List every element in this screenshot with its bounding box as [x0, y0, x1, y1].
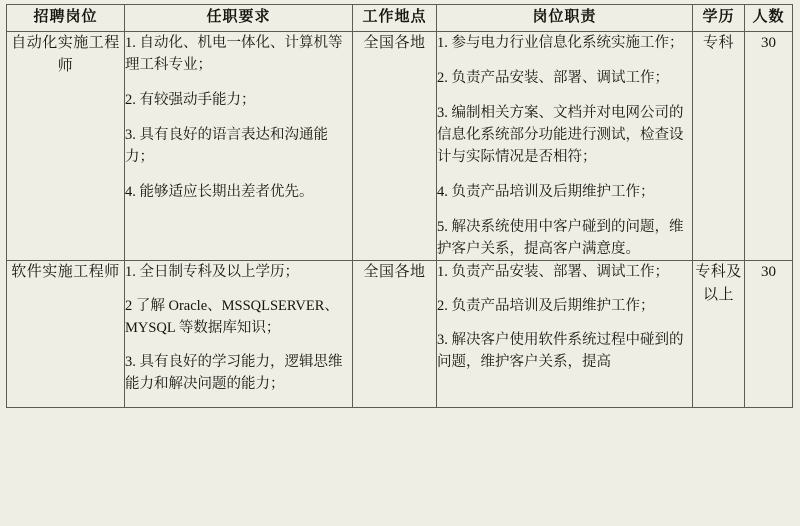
document-page — [0, 4, 800, 526]
table-row — [7, 261, 793, 408]
table-header — [7, 5, 793, 32]
education-text: 专科及以上 — [695, 264, 742, 303]
duty-item: 1. 参与电力行业信息化系统实施工作； — [437, 35, 684, 51]
requirement-item: 2 了解 Oracle、MSSQLSERVER、MYSQL 等数据库知识； — [125, 298, 339, 337]
cell-position — [7, 261, 125, 408]
recruitment-table — [6, 4, 793, 408]
requirement-item: 2. 有较强动手能力； — [125, 92, 256, 109]
duty-item: 4. 负责产品培训及后期维护工作； — [437, 184, 655, 201]
position-name: 软件实施工程师 — [11, 264, 120, 281]
cell-location — [353, 32, 437, 261]
education-text: 专科 — [702, 35, 734, 51]
cell-education — [693, 32, 745, 261]
cell-count — [745, 261, 793, 408]
column-header-requirements: 任职要求 — [125, 5, 353, 32]
cell-location — [353, 261, 437, 408]
duty-item: 2. 负责产品安装、部署、调试工作； — [437, 70, 669, 87]
page-right-margin — [796, 4, 800, 526]
requirement-item: 3. 具有良好的学习能力，逻辑思维能力和解决问题的能力； — [125, 354, 343, 393]
table-row — [7, 32, 793, 261]
cell-duties — [437, 261, 693, 408]
cell-requirements — [125, 261, 353, 408]
column-header-location: 工作地点 — [353, 5, 437, 32]
location-text: 全国各地 — [363, 264, 426, 281]
column-header-education: 学历 — [693, 5, 745, 32]
cell-count — [745, 32, 793, 261]
column-header-duties: 岗位职责 — [437, 5, 693, 32]
count-text: 30 — [761, 35, 776, 51]
duty-item: 3. 解决客户使用软件系统过程中碰到的问题，维护客户关系，提高 — [437, 332, 684, 371]
table-body — [7, 32, 793, 408]
count-text: 30 — [761, 264, 776, 281]
requirement-item: 3. 具有良好的语言表达和沟通能力； — [125, 127, 328, 166]
requirement-item: 1. 全日制专科及以上学历； — [125, 264, 299, 281]
requirement-item: 1. 自动化、机电一体化、计算机等理工科专业； — [125, 35, 343, 74]
duty-item: 1. 负责产品安装、部署、调试工作； — [437, 264, 669, 281]
requirement-item: 4. 能够适应长期出差者优先。 — [125, 184, 314, 201]
duty-item: 3. 编制相关方案、文档并对电网公司的信息化系统部分功能进行测试，检查设计与实际情况是否相符； — [437, 105, 684, 166]
duty-item: 5. 解决系统使用中客户碰到的问题，维护客户关系，提高客户满意度。 — [437, 219, 684, 258]
duty-item: 2. 负责产品培训及后期维护工作； — [437, 298, 655, 315]
cell-education — [693, 261, 745, 408]
column-header-count: 人数 — [745, 5, 793, 32]
cell-requirements — [125, 32, 353, 261]
table-header-row — [7, 5, 793, 32]
position-name: 自动化实施工程师 — [11, 35, 120, 75]
cell-position — [7, 32, 125, 261]
location-text: 全国各地 — [363, 35, 426, 51]
cell-duties — [437, 32, 693, 261]
column-header-position: 招聘岗位 — [7, 5, 125, 32]
